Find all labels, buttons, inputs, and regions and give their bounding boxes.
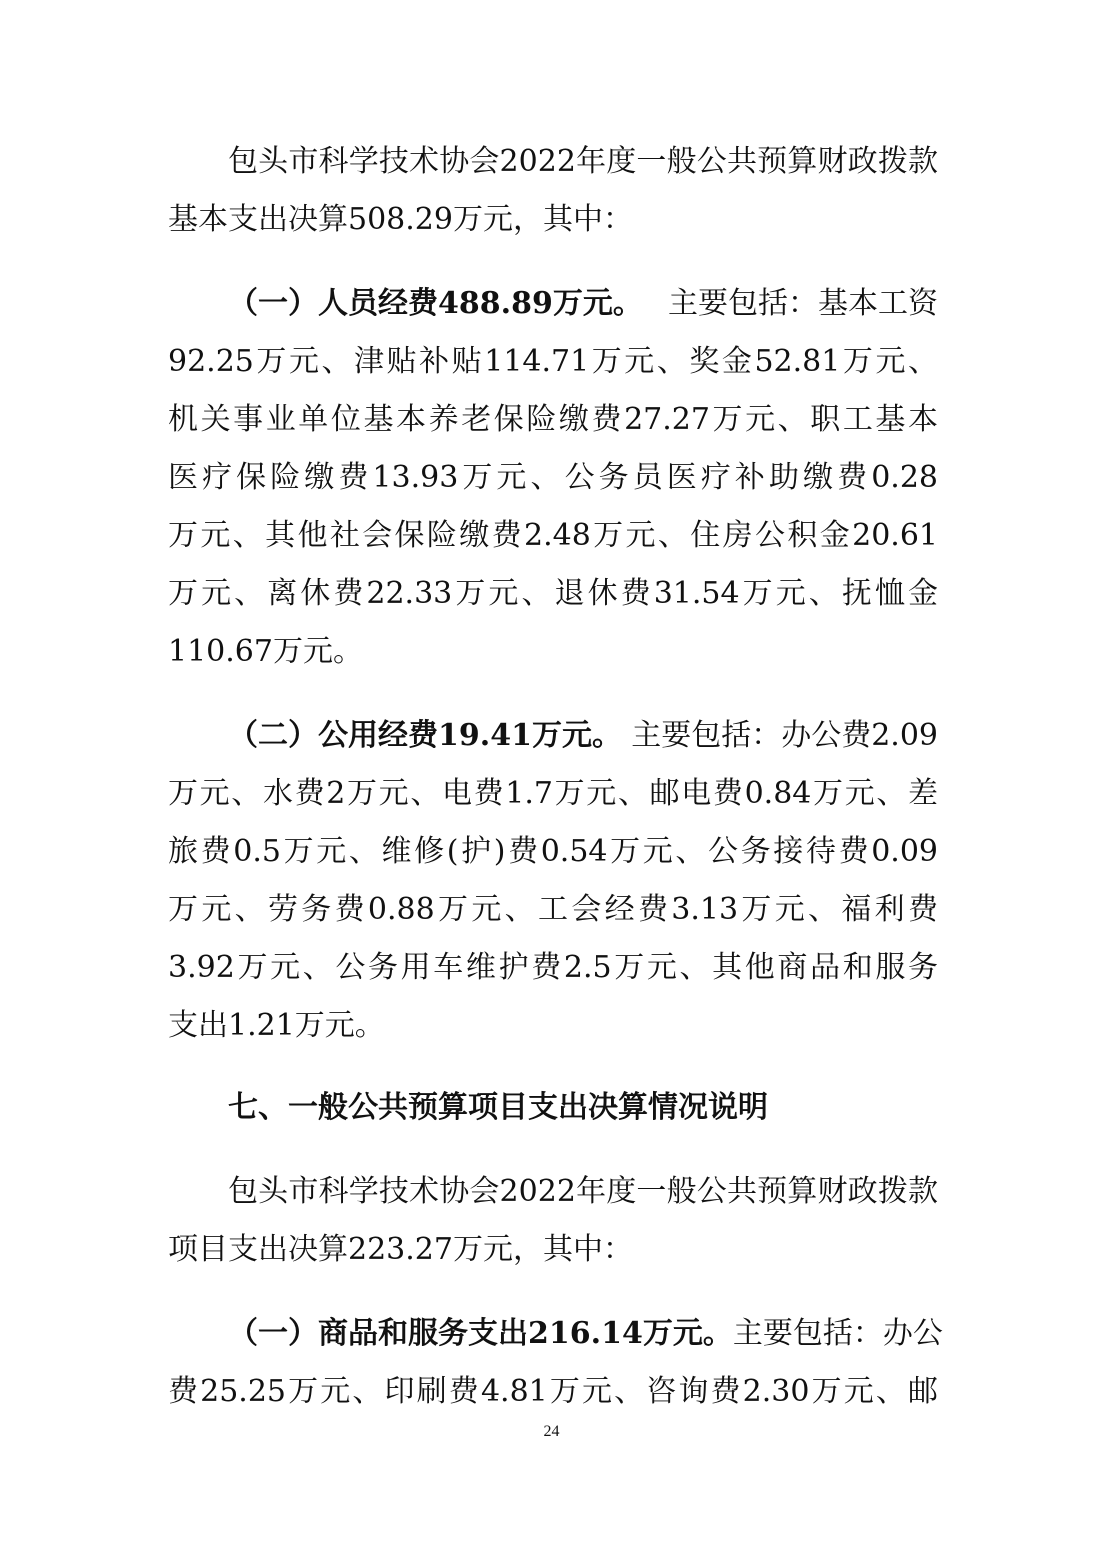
paragraph-text: 主要包括：基本工资 [668, 286, 938, 321]
paragraph-line: 项目支出决算223.27万元，其中： [168, 1232, 633, 1267]
paragraph-line [228, 284, 938, 324]
paragraph-text: 主要包括：办公费2.09 [631, 718, 938, 753]
paragraph-line: 万元、劳务费0.88万元、工会经费3.13万元、福利费 [168, 892, 938, 927]
paragraph-line [228, 716, 938, 756]
page-number: 24 [543, 1423, 560, 1440]
paragraph-line: 费25.25万元、印刷费4.81万元、咨询费2.30万元、邮 [168, 1374, 938, 1409]
paragraph-line: 万元、其他社会保险缴费2.48万元、住房公积金20.61 [168, 518, 938, 553]
paragraph-line: 旅费0.5万元、维修(护)费0.54万元、公务接待费0.09 [168, 834, 938, 869]
paragraph-line: 医疗保险缴费13.93万元、公务员医疗补助缴费0.28 [168, 460, 938, 495]
paragraph-line: 万元、水费2万元、电费1.7万元、邮电费0.84万元、差 [168, 776, 938, 811]
public-expense-heading: （二）公用经费19.41万元。 [228, 718, 622, 753]
paragraph-line: 110.67万元。 [168, 634, 363, 669]
paragraph-line [228, 1314, 943, 1354]
section-heading: 七、一般公共预算项目支出决算情况说明 [228, 1090, 768, 1125]
paragraph-text: 主要包括：办公 [732, 1316, 943, 1351]
paragraph-line: 万元、离休费22.33万元、退休费31.54万元、抚恤金 [168, 576, 938, 611]
personnel-expense-heading: （一）人员经费488.89万元。 [228, 286, 643, 321]
paragraph-line: 支出1.21万元。 [168, 1008, 385, 1043]
paragraph-line: 3.92万元、公务用车维护费2.5万元、其他商品和服务 [168, 950, 938, 985]
paragraph-line: 机关事业单位基本养老保险缴费27.27万元、职工基本 [168, 402, 938, 437]
goods-services-heading: （一）商品和服务支出216.14万元。 [228, 1316, 733, 1351]
paragraph-line: 基本支出决算508.29万元，其中： [168, 202, 633, 237]
paragraph-line: 92.25万元、津贴补贴114.71万元、奖金52.81万元、 [168, 344, 938, 379]
paragraph-line: 包头市科学技术协会2022年度一般公共预算财政拨款 [228, 1174, 938, 1209]
paragraph-line: 包头市科学技术协会2022年度一般公共预算财政拨款 [228, 144, 938, 179]
